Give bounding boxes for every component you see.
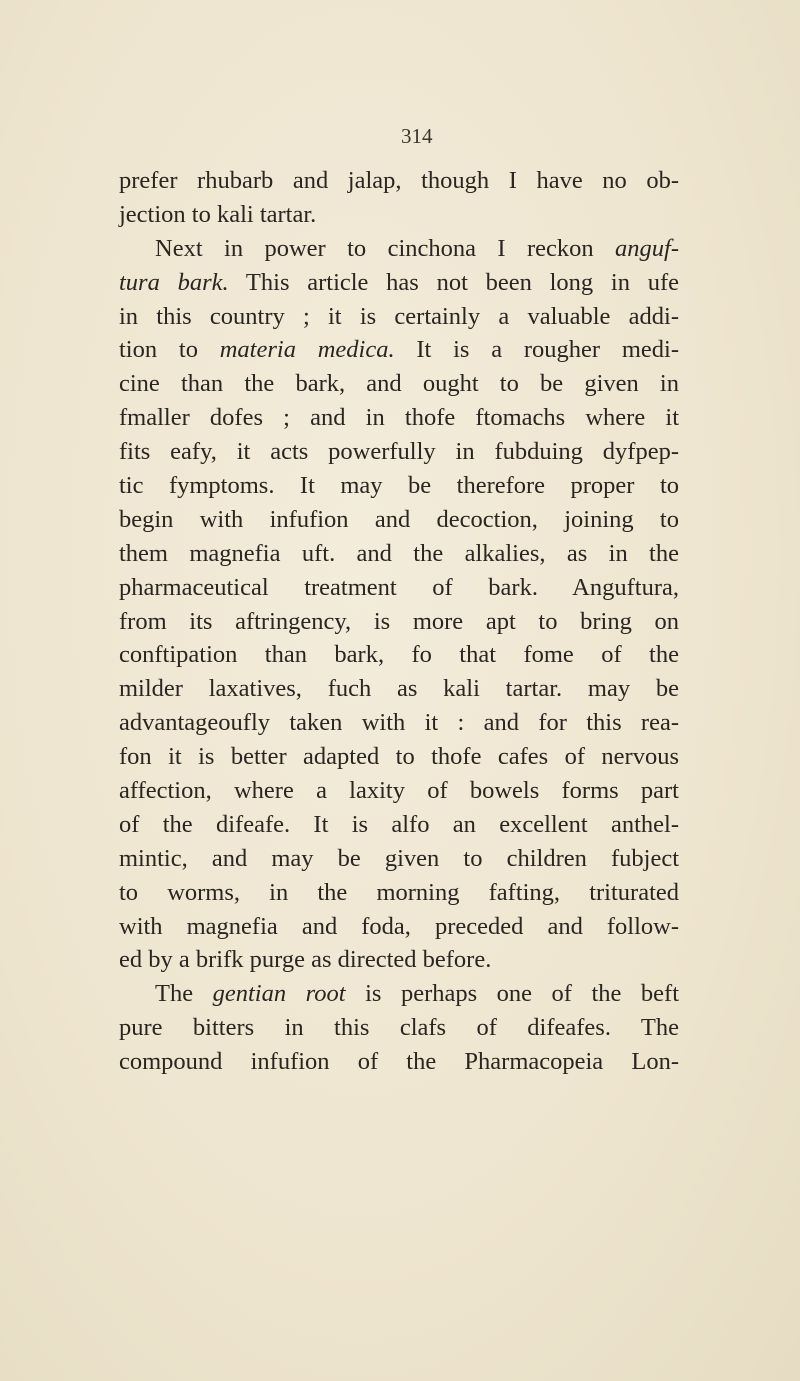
italic-text: gentian root [212,980,346,1008]
text-line [119,367,679,401]
text-line [119,333,679,367]
text-line [119,808,679,842]
text-segment: is perhaps one of the beft [345,980,680,1008]
text-line [119,1045,679,1079]
text-segment: pharmaceutical treatment of bark. Anguftura, [119,573,679,601]
text-segment: fon it is better adapted to thofe cafes of nervous [119,743,679,771]
text-segment: compound infufion of the Pharmacopeia Lon- [119,1048,679,1076]
text-segment: fits eafy, it acts powerfully in fubduing dyfpep- [119,438,679,466]
text-line [119,740,679,774]
text-line [119,571,679,605]
text-line [119,1011,679,1045]
text-segment: in this country ; it is certainly a valuable addi- [119,302,679,330]
text-line [119,672,679,706]
text-line [119,435,679,469]
text-line [119,164,679,198]
text-line [119,401,679,435]
body-text [119,164,679,1079]
text-segment: advantageoufly taken with it : and for this rea- [119,709,679,737]
text-segment: affection, where a laxity of bowels forms part [119,777,679,805]
italic-text: tura bark. [119,268,229,296]
text-line [119,198,679,232]
text-line [119,774,679,808]
italic-text: materia medica. [219,336,395,364]
text-segment: ed by a brifk purge as directed before. [119,946,492,974]
text-segment: jection to kali tartar. [119,200,317,228]
text-segment: pure bitters in this clafs of difeafes. The [119,1014,679,1042]
text-line [119,943,679,977]
text-segment: tic fymptoms. It may be therefore proper to [119,472,679,500]
text-line [119,537,679,571]
text-line [119,266,679,300]
text-segment: tion to [119,336,220,364]
text-segment: cine than the bark, and ought to be given in [119,370,679,398]
text-line [119,300,679,334]
text-segment: from its aftringency, is more apt to bring on [119,607,679,635]
text-segment: milder laxatives, fuch as kali tartar. may be [119,675,679,703]
text-segment: It is a rougher medi- [394,336,680,364]
text-segment: conftipation than bark, fo that fome of the [119,641,679,669]
text-segment: The [155,980,213,1008]
text-line [119,638,679,672]
text-line [119,232,679,266]
text-segment: fmaller dofes ; and in thofe ftomachs where it [119,404,679,432]
text-segment: Next in power to cinchona I reckon [155,234,616,262]
text-line [119,910,679,944]
text-segment: to worms, in the morning fafting, triturated [119,878,679,906]
text-line [119,977,679,1011]
text-segment: This article has not been long in ufe [228,268,679,296]
text-segment: prefer rhubarb and jalap, though I have no ob- [119,167,679,194]
page-number: 314 [401,124,433,148]
text-line [119,605,679,639]
text-line [119,706,679,740]
text-line [119,842,679,876]
text-segment: of the difeafe. It is alfo an excellent anthel- [119,810,679,838]
text-segment: with magnefia and foda, preceded and follow- [119,912,679,940]
italic-text: anguf- [615,234,679,262]
text-segment: begin with infufion and decoction, joining to [119,505,679,533]
text-line [119,876,679,910]
text-line [119,503,679,537]
text-line [119,469,679,503]
text-segment: mintic, and may be given to children fubject [119,844,679,872]
text-segment: them magnefia uft. and the alkalies, as in the [119,539,679,567]
